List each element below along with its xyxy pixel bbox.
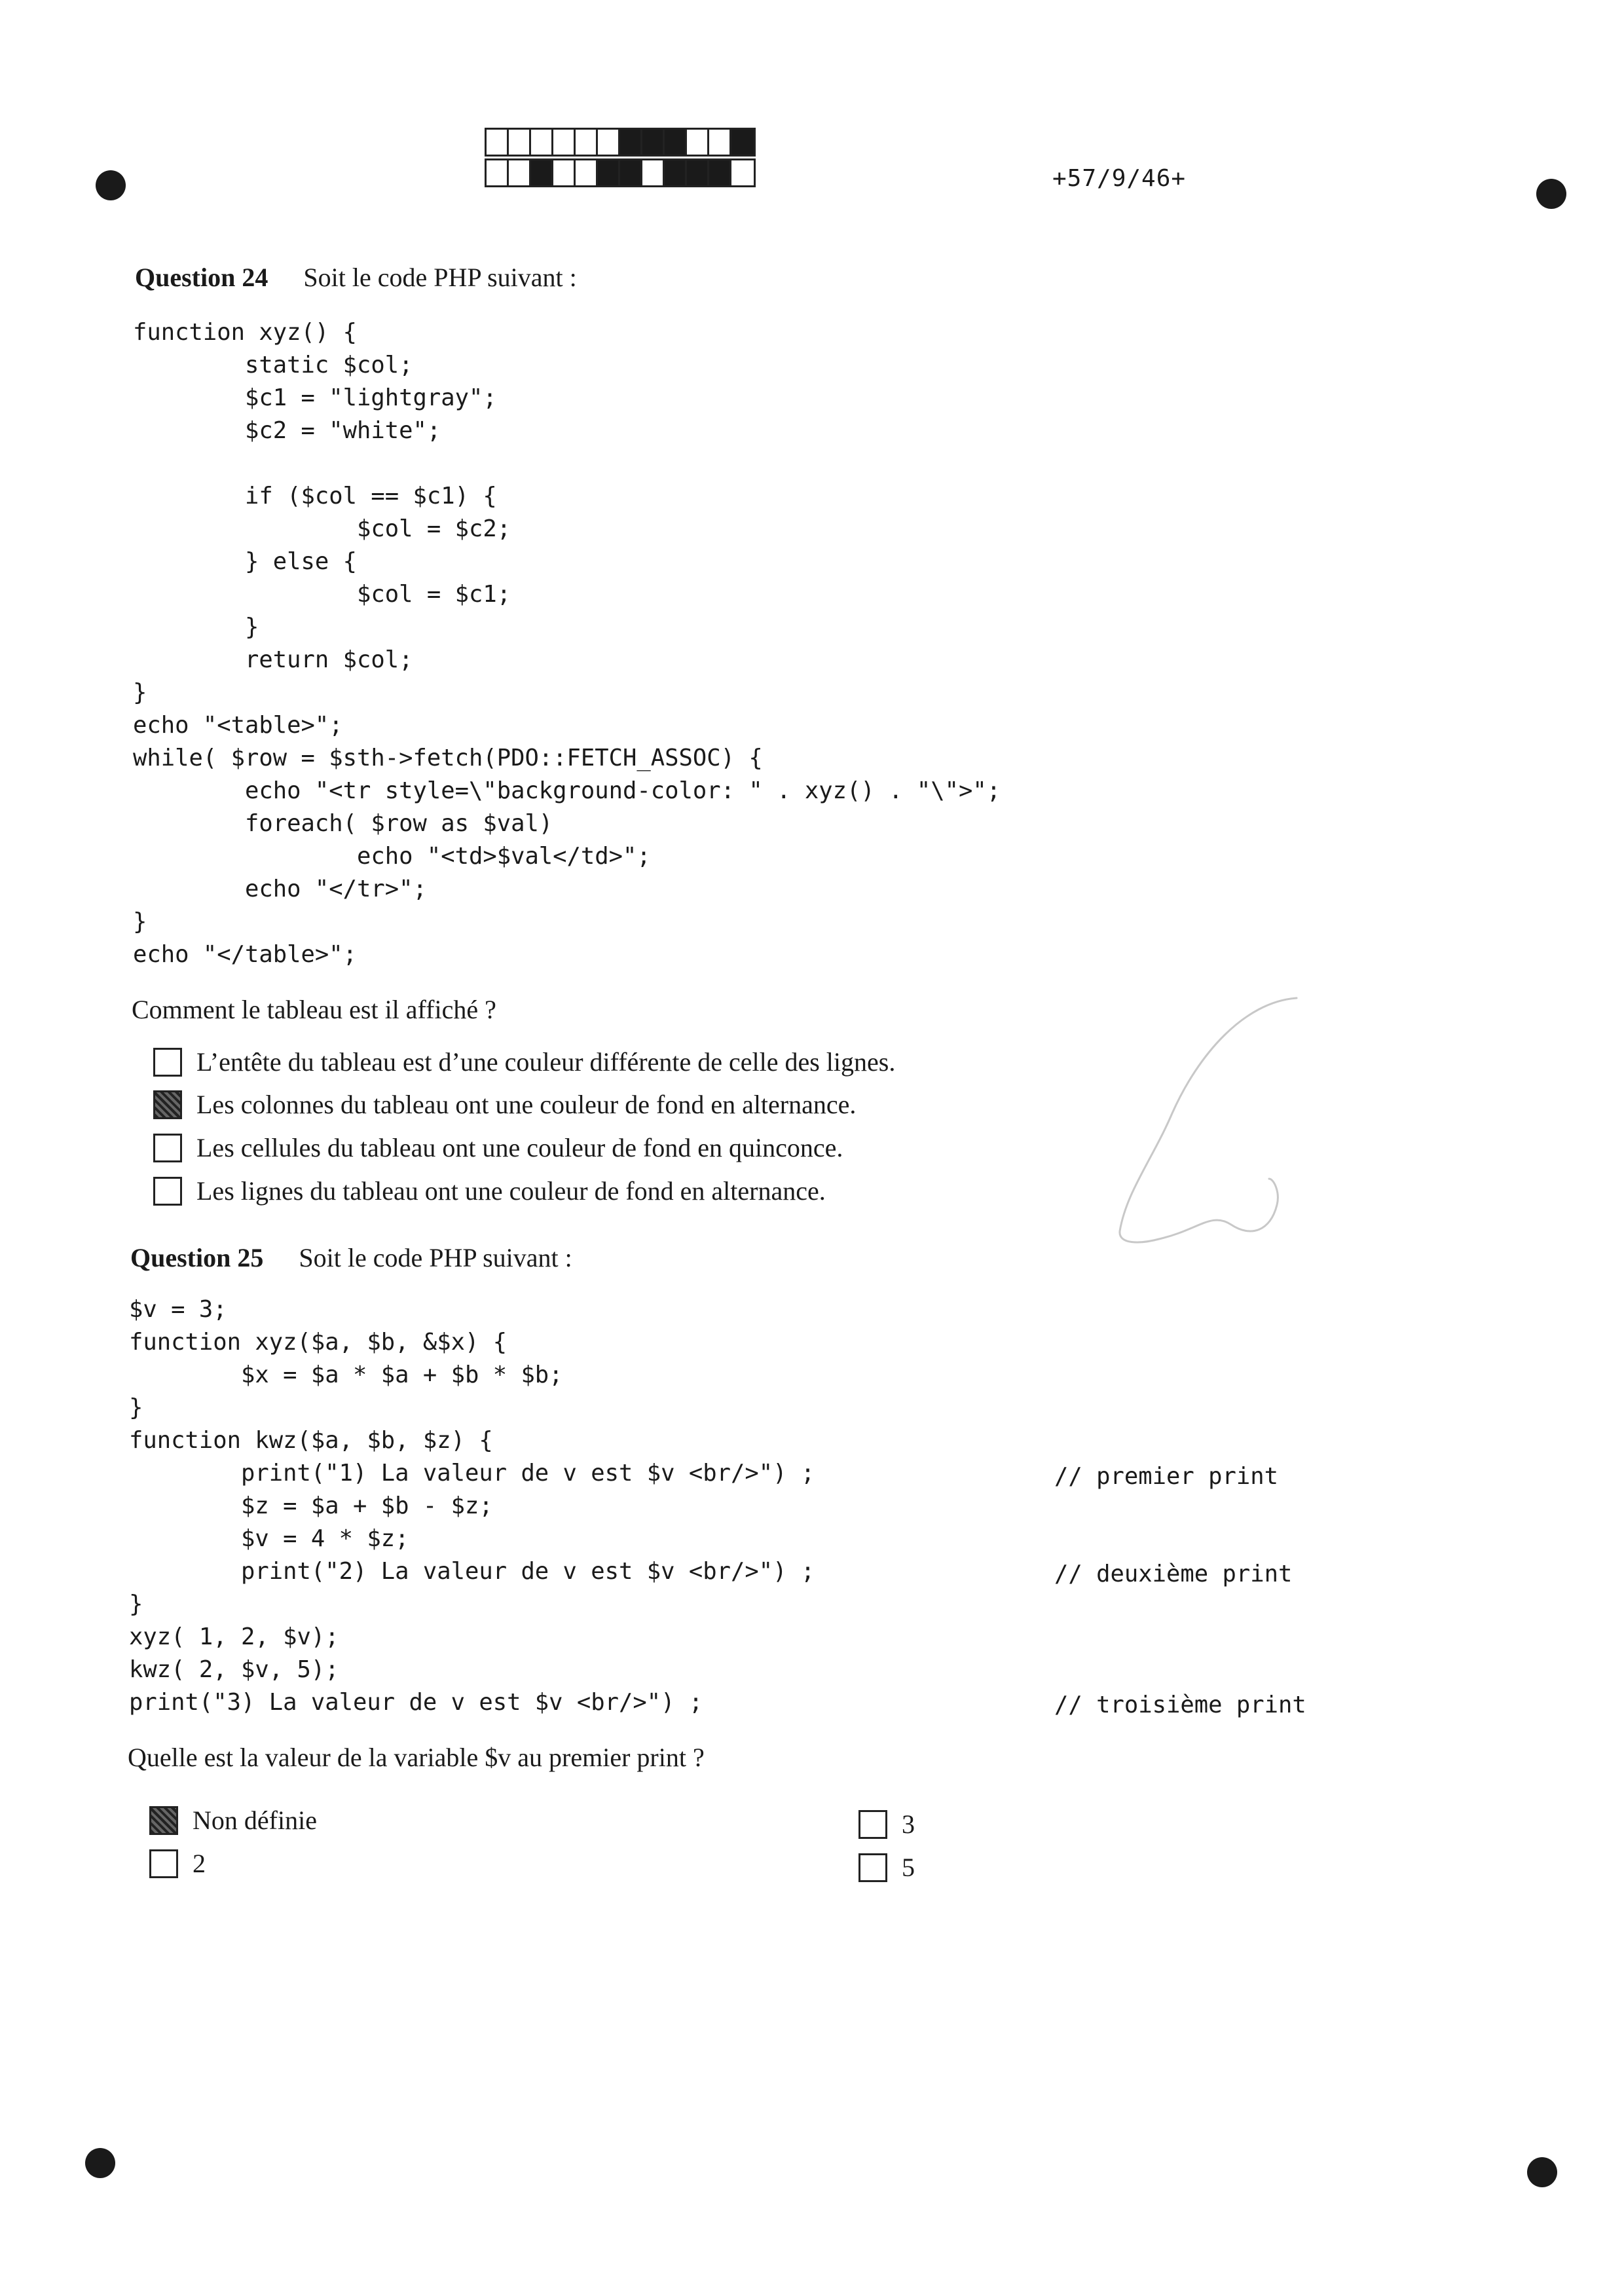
answer-option[interactable] <box>153 1046 895 1077</box>
barcode-cell <box>576 130 598 155</box>
option-label: Non définie <box>193 1805 317 1835</box>
registration-dot-bottom-right <box>1527 2157 1557 2187</box>
option-label: Les cellules du tableau ont une couleur de fond en quinconce. <box>196 1133 843 1162</box>
option-label: Les lignes du tableau ont une couleur de fond en alternance. <box>196 1176 826 1206</box>
barcode-cell <box>509 160 531 185</box>
checkbox-checked[interactable] <box>149 1806 178 1835</box>
answer-option[interactable] <box>153 1176 826 1206</box>
barcode-cell <box>687 130 709 155</box>
registration-dot-top-right <box>1536 179 1566 209</box>
page-id: +57/9/46+ <box>1052 165 1187 192</box>
barcode-cell <box>731 130 754 155</box>
option-label: L’entête du tableau est d’une couleur différente de celle des lignes. <box>196 1047 896 1077</box>
answer-option[interactable] <box>149 1848 206 1879</box>
php-code-block: $v = 3; function xyz($a, $b, &$x) { $x = $a * $a + $b * $b; } function kwz($a, $b, $z) { print("1) La valeur de v est $v <br/>") ; $z = $a + $b - $z; $v = 4 * $z; print("2) La valeur de v est $v <br/>") ; } xyz( 1, 2, $v); kwz( 2, $v, 5); print("3) La valeur de v est $v <br/>") ; <box>129 1296 815 1716</box>
answer-option[interactable] <box>858 1809 915 1840</box>
checkbox[interactable] <box>858 1810 887 1839</box>
pencil-scribble <box>1100 982 1316 1257</box>
barcode-cell <box>642 130 665 155</box>
barcode-cell <box>576 160 598 185</box>
barcode-cell <box>531 130 553 155</box>
checkbox-checked[interactable] <box>153 1090 182 1119</box>
question-24-header <box>135 262 577 293</box>
barcode-cell <box>620 160 642 185</box>
question-number: Question 25 <box>130 1243 264 1272</box>
option-label: 5 <box>902 1853 915 1882</box>
barcode-bottom <box>485 158 756 187</box>
answer-option[interactable] <box>153 1132 843 1163</box>
barcode-cell <box>509 130 531 155</box>
checkbox[interactable] <box>153 1048 182 1077</box>
barcode-cell <box>553 160 576 185</box>
checkbox[interactable] <box>858 1853 887 1882</box>
barcode-cell <box>531 160 553 185</box>
checkbox[interactable] <box>149 1849 178 1878</box>
barcode-cell <box>687 160 709 185</box>
answer-option[interactable] <box>153 1089 856 1120</box>
answer-option[interactable] <box>858 1852 915 1883</box>
barcode-cell <box>487 160 509 185</box>
barcode-cell <box>598 130 620 155</box>
code-comment: // premier print <box>1054 1463 1278 1490</box>
barcode-cell <box>598 160 620 185</box>
barcode-cell <box>709 130 731 155</box>
barcode-top <box>485 128 756 157</box>
barcode-cell <box>620 130 642 155</box>
option-label: Les colonnes du tableau ont une couleur de fond en alternance. <box>196 1090 857 1119</box>
question-intro: Soit le code PHP suivant : <box>303 263 577 292</box>
registration-dot-top-left <box>96 170 126 200</box>
option-label: 2 <box>193 1849 206 1878</box>
answer-option[interactable] <box>149 1805 317 1836</box>
barcode-cell <box>665 130 687 155</box>
option-label: 3 <box>902 1809 915 1839</box>
question-number: Question 24 <box>135 263 268 292</box>
barcode-cell <box>665 160 687 185</box>
barcode-cell <box>553 130 576 155</box>
checkbox[interactable] <box>153 1177 182 1206</box>
question-25-header <box>130 1242 572 1273</box>
barcode-cell <box>487 130 509 155</box>
question-intro: Soit le code PHP suivant : <box>299 1243 572 1272</box>
question-prompt: Comment le tableau est il affiché ? <box>132 995 496 1024</box>
question-prompt: Quelle est la valeur de la variable $v au premier print ? <box>128 1743 705 1772</box>
code-comment: // deuxième print <box>1054 1561 1293 1587</box>
registration-dot-bottom-left <box>85 2148 115 2178</box>
barcode-cell <box>709 160 731 185</box>
checkbox[interactable] <box>153 1134 182 1162</box>
barcode-cell <box>731 160 754 185</box>
php-code-block: function xyz() { static $col; $c1 = "lightgray"; $c2 = "white"; if ($col == $c1) { $col = $c2; } else { $col = $c1; } return $col; } echo "<table>"; while( $row = $sth->fetch(PDO::FETCH_ASSOC) { echo "<tr style=\"background-color: " . xyz() . "\">"; foreach( $row as $val) echo "<td>$val</td>"; echo "</tr>"; } echo "</table>"; <box>133 319 1001 968</box>
barcode-cell <box>642 160 665 185</box>
code-comment: // troisième print <box>1054 1692 1306 1718</box>
